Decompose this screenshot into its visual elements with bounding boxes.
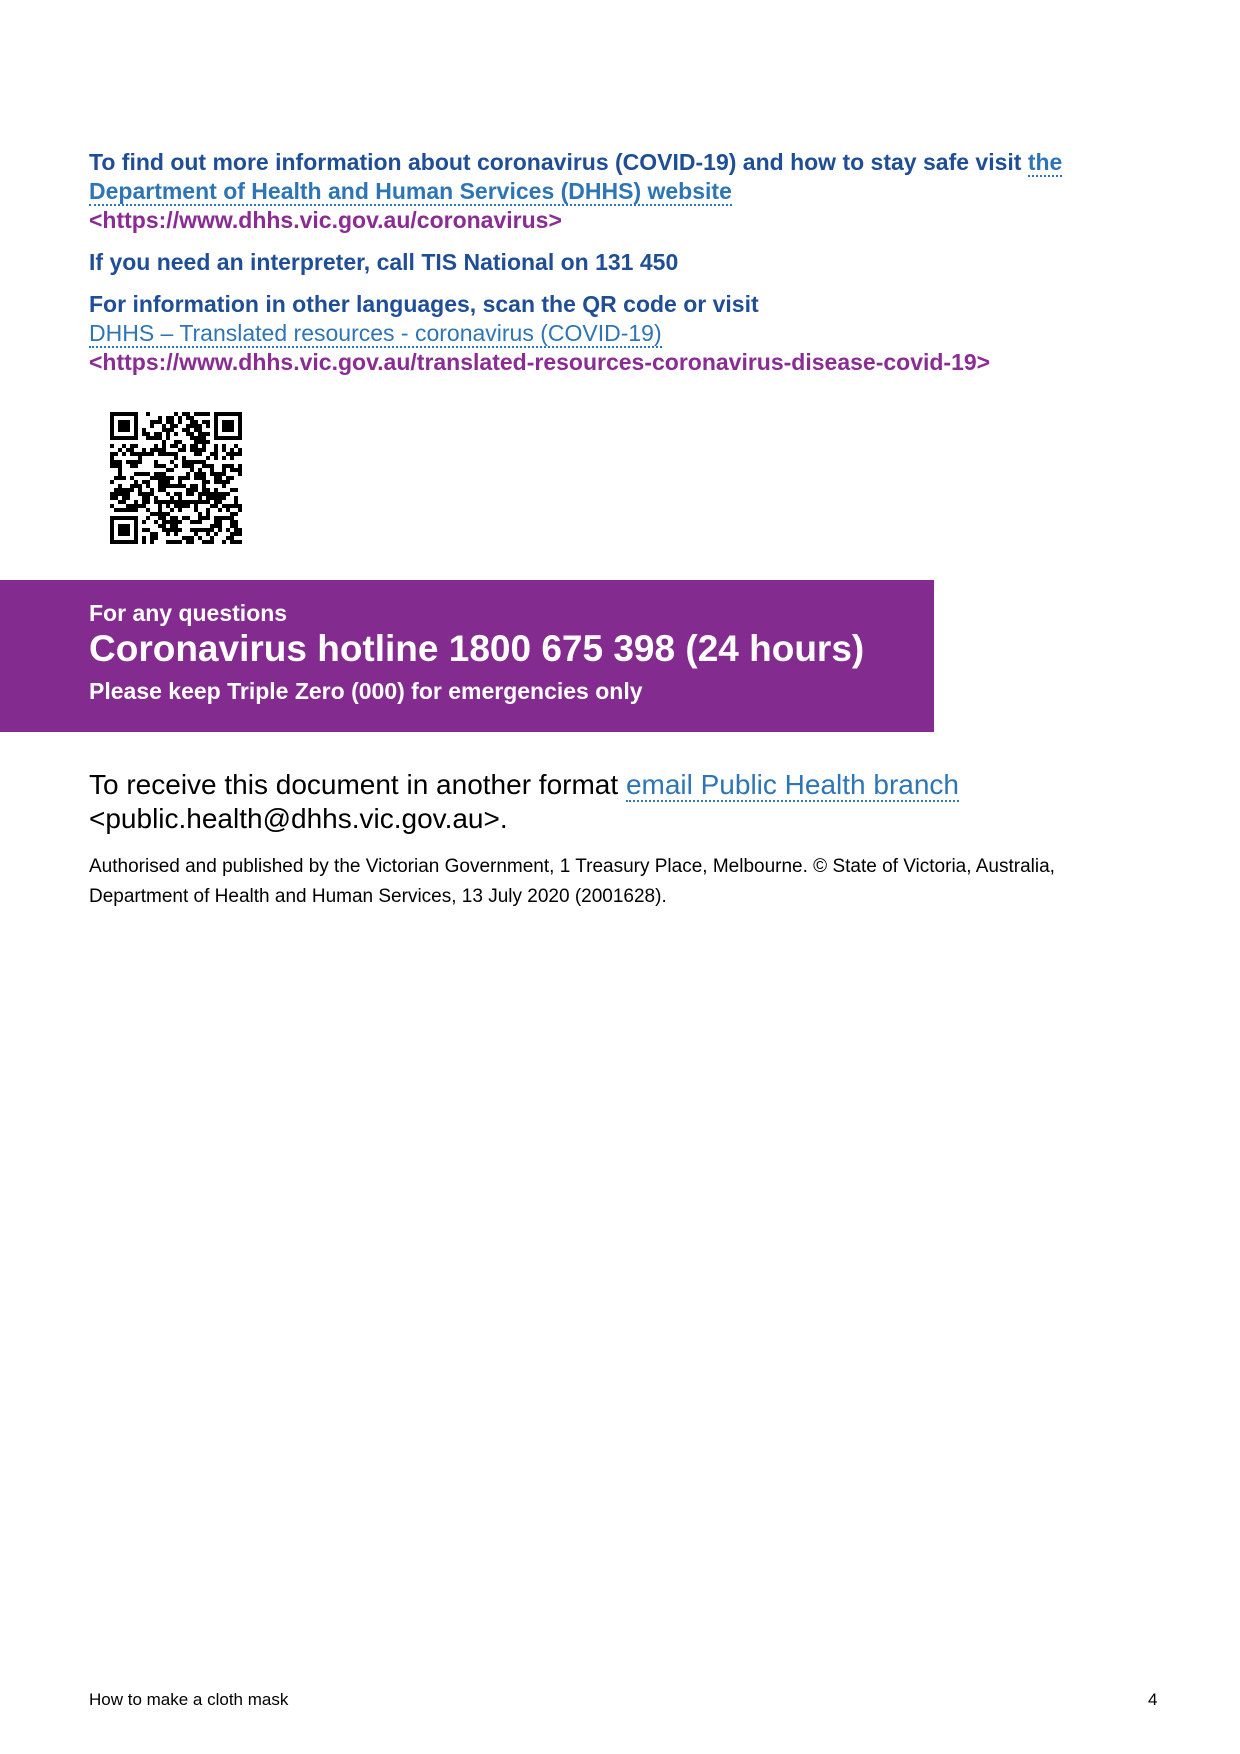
- more-info-text: To find out more information about coronavirus (COVID-19) and how to stay safe visit: [89, 149, 1028, 175]
- qr-code-icon: [110, 412, 242, 544]
- more-info-paragraph: [89, 148, 1169, 206]
- interpreter-text: If you need an interpreter, call TIS National on 131 450: [89, 249, 679, 275]
- authorisation-line-1: Authorised and published by the Victorian Government, 1 Treasury Place, Melbourne. © State of Victoria, Australia,: [89, 856, 1055, 877]
- authorisation-statement: [89, 852, 1179, 912]
- authorisation-line-2: Department of Health and Human Services, 13 July 2020 (2001628).: [89, 886, 667, 907]
- translated-resources-url: <https://www.dhhs.vic.gov.au/translated-resources-coronavirus-disease-covid-19>: [89, 349, 991, 375]
- emergency-note: Please keep Triple Zero (000) for emergencies only: [89, 678, 643, 704]
- hotline-banner: [0, 580, 934, 732]
- email-public-health-link[interactable]: email Public Health branch: [625, 769, 959, 800]
- dhhs-website-url: <https://www.dhhs.vic.gov.au/coronavirus>: [89, 207, 562, 233]
- dhhs-website-link[interactable]: the Department of Health and Human Services (DHHS) website: [89, 149, 1063, 204]
- qr-code: [110, 412, 242, 544]
- accessibility-email: <public.health@dhhs.vic.gov.au>.: [89, 803, 508, 834]
- translated-resources-link[interactable]: DHHS – Translated resources - coronavirus (COVID-19): [89, 320, 662, 346]
- hotline-label: For any questions: [89, 600, 288, 626]
- accessibility-text: To receive this document in another format: [89, 769, 626, 800]
- hotline-number: Coronavirus hotline 1800 675 398 (24 hours): [89, 628, 865, 669]
- footer-document-title: How to make a cloth mask: [89, 1690, 289, 1709]
- accessibility-notice: [89, 768, 1169, 836]
- languages-text: For information in other languages, scan the QR code or visit: [89, 291, 759, 317]
- page-number: 4: [1148, 1690, 1158, 1709]
- contact-info-section: [89, 148, 1169, 377]
